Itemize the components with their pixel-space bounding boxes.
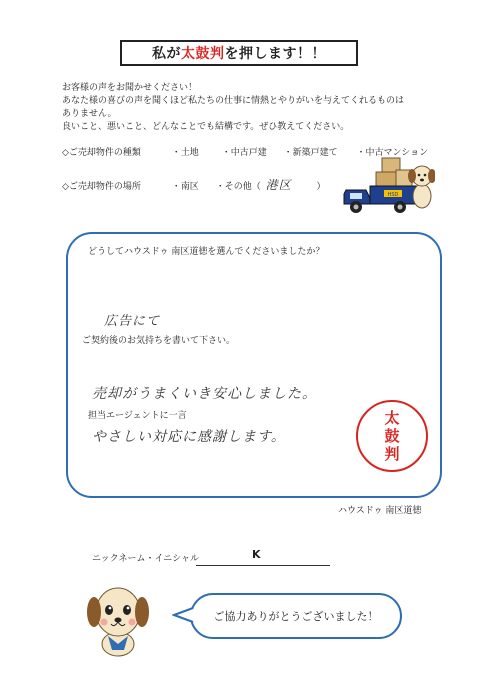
title-emphasis: 太鼓判 [181, 46, 225, 62]
intro-line: 良いこと、悪いこと、どんなことでも結構です。ぜひ教えてください。 [62, 122, 350, 132]
stamp-char: 判 [384, 445, 400, 463]
property-location-option: ・南区 [171, 182, 199, 192]
stamp-char: 鼓 [384, 427, 400, 445]
answer-feelings: 売却がうまくいき安心しました。 [92, 386, 317, 402]
cardboard-boxes [376, 158, 412, 186]
title-prefix: 私が [152, 46, 181, 62]
property-type-option: ・新築戸建て [283, 148, 338, 158]
store-signature: ハウスドゥ 南区道徳 [338, 506, 422, 516]
property-location-close: ） [316, 182, 326, 192]
intro-line: お客様の声をお聞かせください！ [62, 83, 198, 93]
truck-label: HSD [387, 192, 399, 198]
property-type-label: ◇ご売却物件の種類 [62, 148, 141, 158]
answer-agent: やさしい対応に感謝します。 [92, 429, 286, 445]
intro-line: ありません。 [62, 109, 117, 119]
question-text: どうしてハウスドゥ 南区道徳を選んでくださいましたか？ [88, 247, 325, 257]
nickname-label: ニックネーム・イニシャル [92, 554, 200, 564]
title-suffix: を押します！！ [224, 46, 326, 62]
nickname-underline [196, 565, 330, 566]
property-location-option: ・その他（ [215, 182, 261, 192]
property-location-row [62, 176, 331, 193]
dog-mascot-icon [78, 578, 158, 658]
truck-dog-illustration [340, 150, 435, 225]
truck-icon [344, 186, 416, 213]
page-title [120, 40, 358, 66]
property-location-handwritten: 港区 [265, 178, 292, 192]
property-location-label: ◇ご売却物件の場所 [62, 182, 141, 192]
agent-prompt: 担当エージェントに一言 [88, 411, 187, 421]
property-type-option: ・中古マンション [356, 148, 429, 158]
property-type-option: ・土地 [171, 148, 199, 158]
answer-reason: 広告にて [104, 314, 161, 329]
intro-line: あなた様の喜びの声を聞くほど私たちの仕事に情熱とやりがいを与えてくれるものは [62, 96, 405, 106]
taikoban-stamp [356, 400, 428, 472]
bubble-tail [172, 606, 194, 624]
intro-text [62, 82, 422, 134]
property-type-option: ・中古戸建 [221, 148, 267, 158]
stamp-char: 太 [384, 409, 400, 427]
nickname-value: K [252, 548, 261, 561]
thanks-text: ご協力ありがとうございました！ [213, 610, 379, 623]
feelings-prompt: ご契約後のお気持ちを書いて下さい。 [82, 336, 236, 346]
thanks-bubble [190, 593, 402, 639]
